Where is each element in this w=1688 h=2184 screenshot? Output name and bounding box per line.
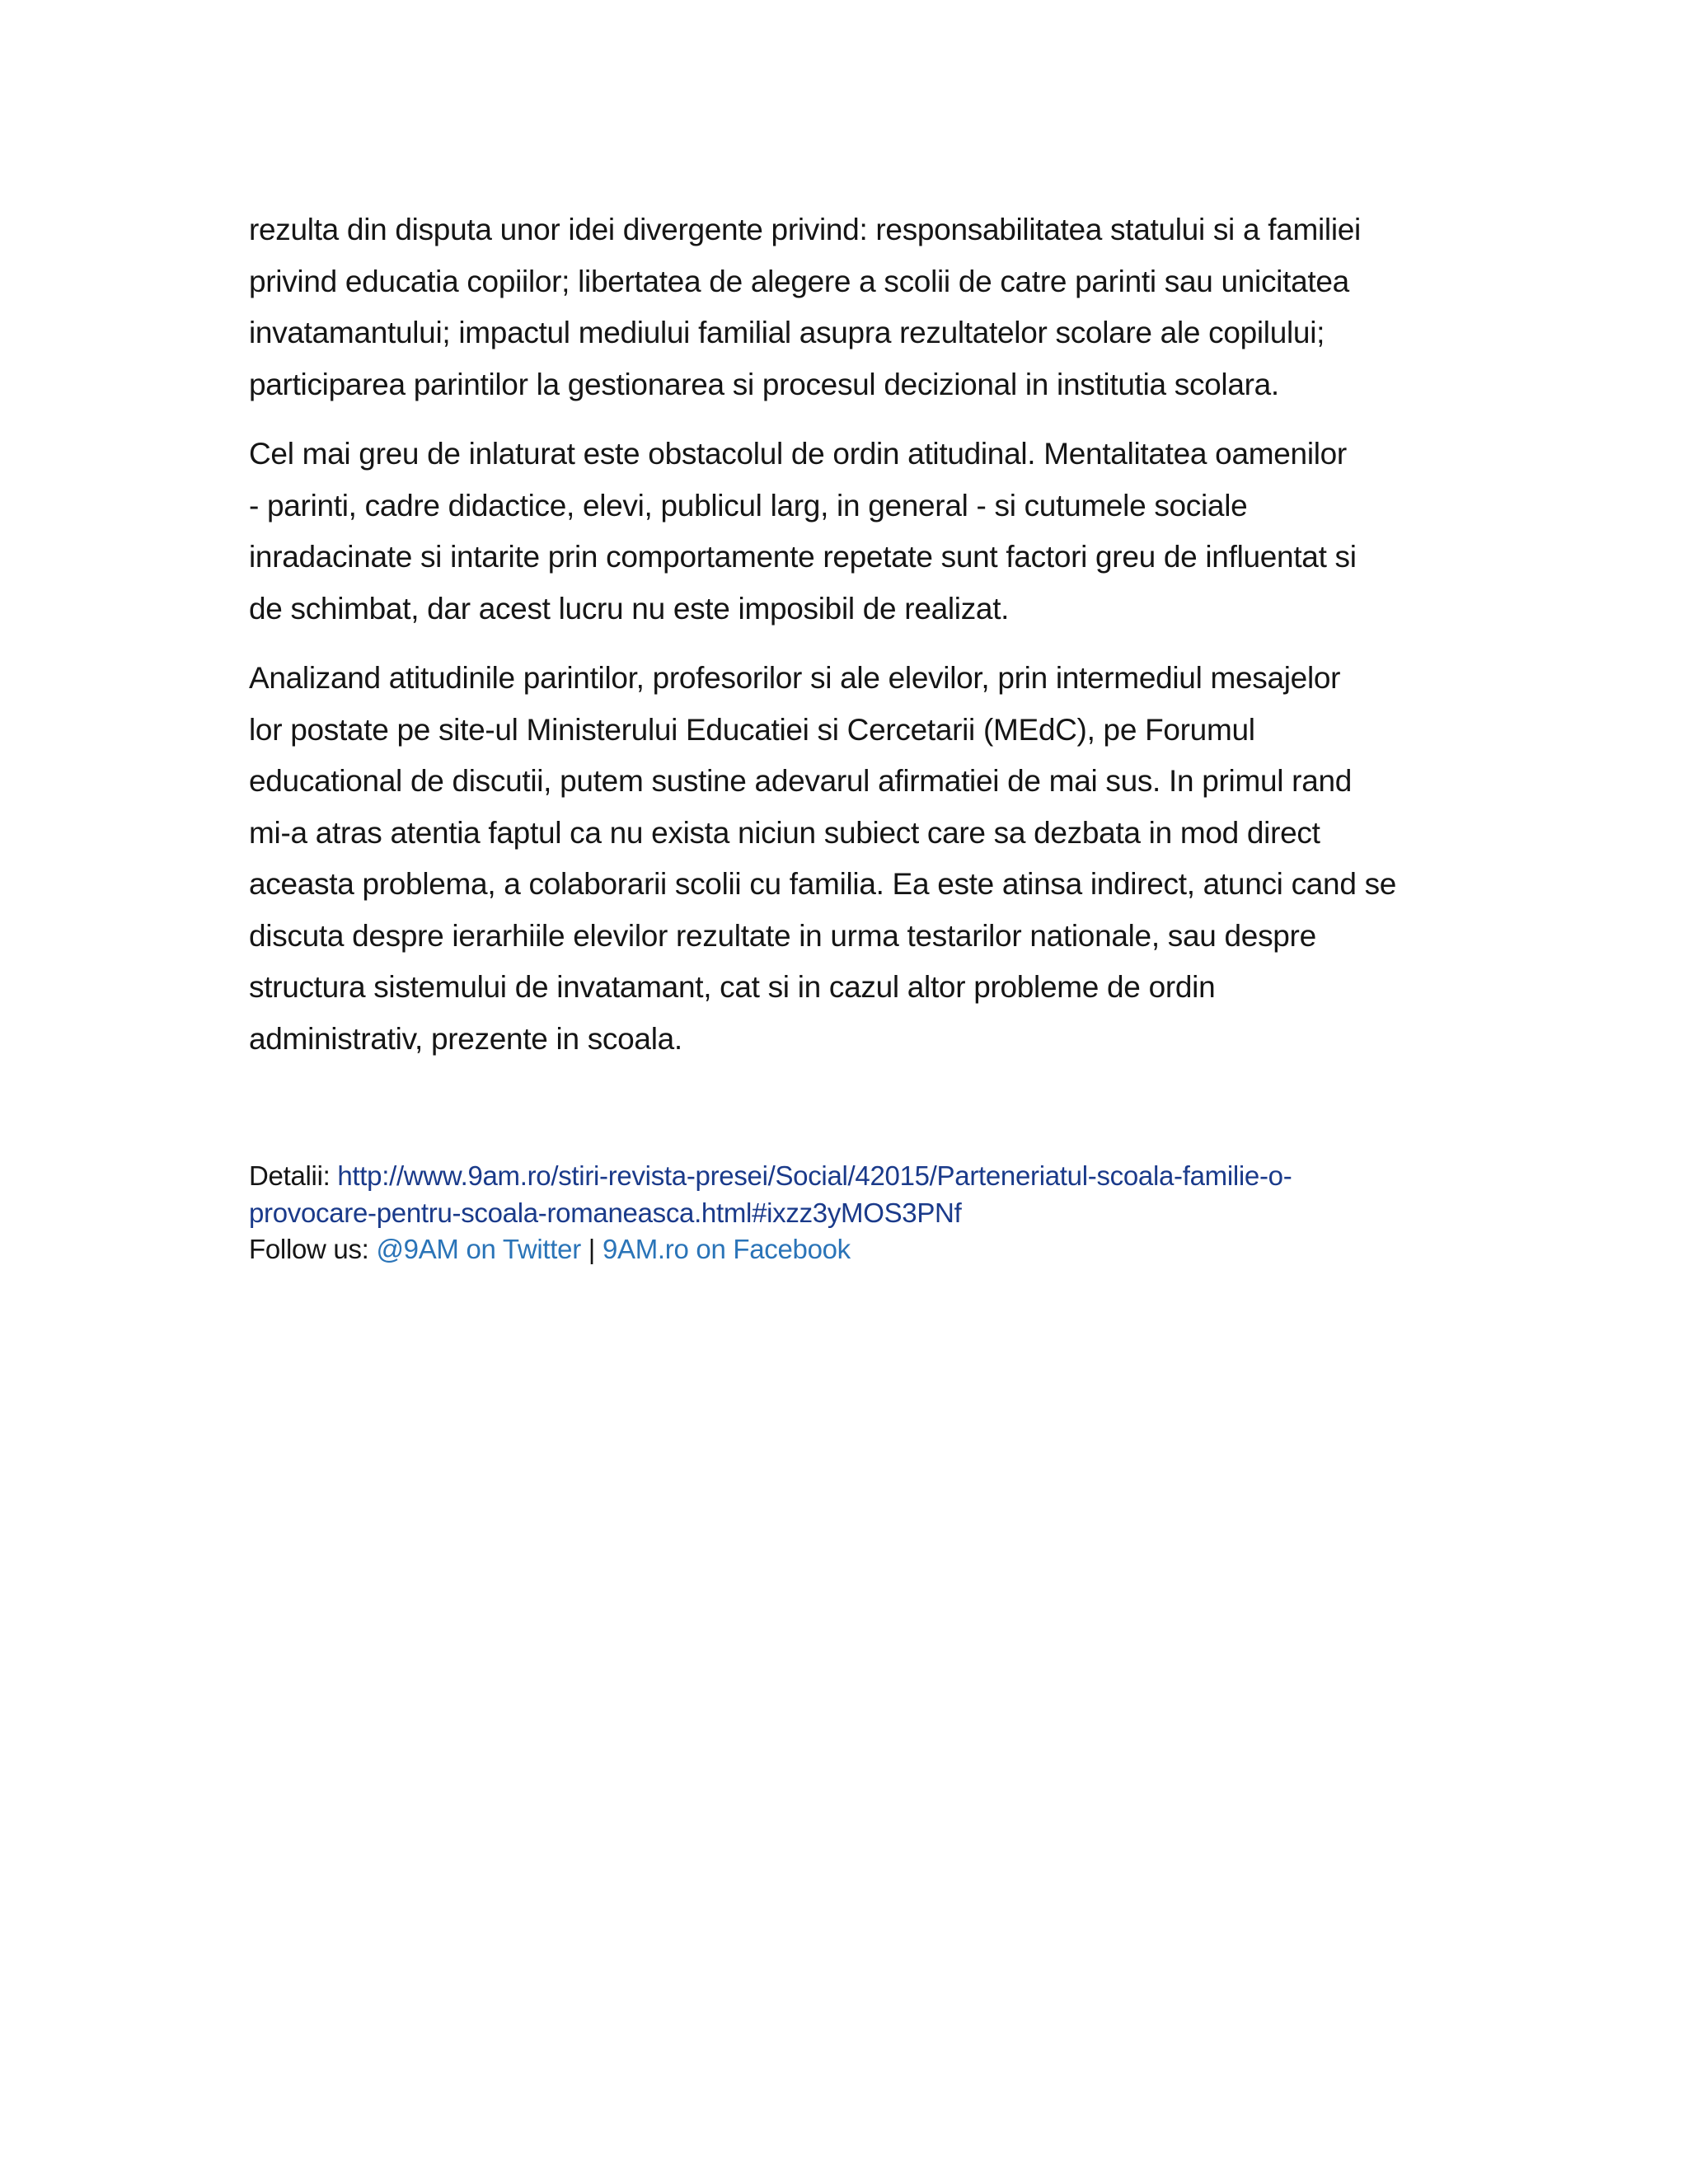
details-link-continued[interactable]: provocare-pentru-scoala-romaneasca.html#ixzz3yMOS3PNf	[249, 1197, 962, 1228]
paragraph-2	[249, 429, 1452, 635]
paragraph-line: invatamantului; impactul mediului familial asupra rezultatelor scolare ale copilului;	[249, 316, 1325, 349]
details-row-continued	[249, 1195, 1452, 1232]
paragraph-line: lor postate pe site-ul Ministerului Educatiei si Cercetarii (MEdC), pe Forumul	[249, 712, 1255, 747]
paragraph-line: administrativ, prezente in scoala.	[249, 1021, 682, 1056]
follow-row	[249, 1231, 1452, 1268]
details-row	[249, 1158, 1452, 1195]
article-body	[249, 204, 1452, 1083]
twitter-link[interactable]: @9AM on Twitter	[376, 1234, 581, 1264]
paragraph-line: Analizand atitudinile parintilor, profesorilor si ale elevilor, prin intermediul mesajelor	[249, 661, 1341, 695]
paragraph-1	[249, 204, 1452, 410]
paragraph-line: educational de discutii, putem sustine adevarul afirmatiei de mai sus. In primul rand	[249, 764, 1353, 798]
paragraph-3	[249, 653, 1452, 1065]
paragraph-line: aceasta problema, a colaborarii scolii cu familia. Ea este atinsa indirect, atunci cand se	[249, 867, 1397, 901]
paragraph-line: participarea parintilor la gestionarea si procesul decizional in institutia scolara.	[249, 367, 1279, 401]
paragraph-line: mi-a atras atentia faptul ca nu exista niciun subiect care sa dezbata in mod direct	[249, 815, 1320, 850]
source-footer	[249, 1158, 1452, 1268]
paragraph-line: - parinti, cadre didactice, elevi, publicul larg, in general - si cutumele sociale	[249, 488, 1248, 523]
paragraph-line: discuta despre ierarhiile elevilor rezultate in urma testarilor nationale, sau despre	[249, 918, 1316, 953]
follow-label: Follow us:	[249, 1234, 369, 1264]
paragraph-line: de schimbat, dar acest lucru nu este imposibil de realizat.	[249, 591, 1010, 626]
paragraph-line: Cel mai greu de inlaturat este obstacolul de ordin atitudinal. Mentalitatea oamenilor	[249, 437, 1347, 471]
paragraph-line: privind educatia copiilor; libertatea de alegere a scolii de catre parinti sau unicitatea	[249, 264, 1349, 298]
details-link[interactable]: http://www.9am.ro/stiri-revista-presei/Social/42015/Parteneriatul-scoala-familie-o-	[337, 1160, 1292, 1191]
link-separator: |	[588, 1234, 596, 1264]
details-label: Detalii:	[249, 1160, 331, 1191]
paragraph-line: structura sistemului de invatamant, cat si in cazul altor probleme de ordin	[249, 970, 1216, 1004]
paragraph-line: rezulta din disputa unor idei divergente privind: responsabilitatea statului si a familiei	[249, 213, 1361, 246]
paragraph-line: inradacinate si intarite prin comportamente repetate sunt factori greu de influentat si	[249, 540, 1357, 574]
facebook-link[interactable]: 9AM.ro on Facebook	[602, 1234, 851, 1264]
